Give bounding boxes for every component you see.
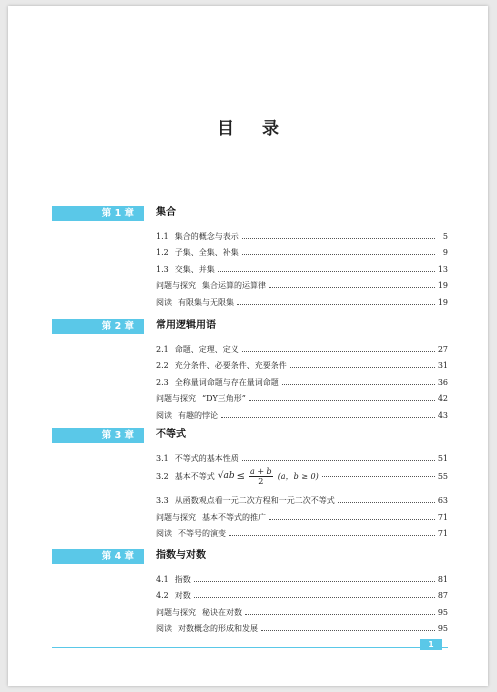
page-ref: 95 [437,607,448,617]
fraction [249,467,273,486]
page-ref: 5 [442,231,448,241]
toc-entry[interactable]: 4.2 对数 87 [156,591,448,600]
chapter-badge: 第 4 章 [52,549,144,564]
toc-entry[interactable]: 3.2 基本不等式 √ab ≤ $\frac{a + b}{2}$ (a，b ≥ 0) 55 [156,467,448,486]
leader-dots [229,535,435,536]
fraction-numerator: a + b [250,467,272,476]
page-ref: 71 [437,512,448,522]
chapter-title[interactable]: 指数与对数 [156,550,206,561]
chapter-1 [52,203,448,308]
toc-entry[interactable]: 阅读 有趣的悖论 43 [156,410,448,420]
toc-entry[interactable]: 4.1 指数 81 [156,574,448,584]
toc-entry[interactable]: 问题与探究 秘诀在对数 95 [156,607,448,617]
leader-dots [218,271,435,272]
toc-entry[interactable]: 2.2 充分条件、必要条件、充要条件 31 [156,361,448,370]
chapter-4 [52,546,448,634]
chapter-3 [52,425,448,539]
toc-entry[interactable]: 问题与探究 “DY三角形” 42 [156,394,448,403]
page-number: 1 [420,639,442,650]
page-ref: 81 [437,574,448,584]
leader-dots [322,476,435,477]
leader-dots [237,304,435,305]
toc-entry[interactable]: 问题与探究 基本不等式的推广 71 [156,512,448,522]
toc-entry[interactable]: 阅读 对数概念的形成和发展 95 [156,624,448,633]
chapter-title[interactable]: 不等式 [156,429,186,440]
toc-entry[interactable]: 阅读 不等号的演变 71 [156,529,448,538]
footer-rule [52,647,448,648]
leader-dots [261,630,435,631]
chapter-title[interactable]: 集合 [156,207,176,218]
leader-dots [242,460,435,461]
sqrt-ab: √ab [217,471,235,481]
page-ref: 55 [437,472,448,481]
toc-entry[interactable]: 3.1 不等式的基本性质 51 [156,453,448,463]
page-ref: 19 [437,297,448,307]
condition: (a，b ≥ 0) [277,472,319,481]
leader-dots [242,238,435,239]
toc-entry[interactable]: 1.2 子集、全集、补集 9 [156,248,448,257]
chapter-badge: 第 1 章 [52,206,144,221]
leader-dots [282,384,435,385]
document-page [8,6,488,686]
page-ref: 87 [437,591,448,600]
toc-entry[interactable]: 阅读 有限集与无限集 19 [156,297,448,307]
toc-entry[interactable]: 2.3 全称量词命题与存在量词命题 36 [156,377,448,387]
toc-entry[interactable]: 3.3 从函数观点看一元二次方程和一元二次不等式 63 [156,496,448,505]
leader-dots [221,417,435,418]
leader-dots [269,287,435,288]
page-ref: 36 [437,377,448,387]
toc-entry[interactable]: 2.1 命题、定理、定义 27 [156,344,448,354]
page-ref: 63 [437,496,448,505]
toc-title-char-2: 录 [262,119,279,139]
leader-dots [242,351,435,352]
toc-title-char-1: 目 [217,119,234,139]
toc-entry[interactable]: 问题与探究 集合运算的运算律 19 [156,281,448,290]
leader-dots [194,581,435,582]
page-ref: 9 [442,248,448,257]
page-ref: 19 [437,281,448,290]
toc-title [8,114,488,139]
page-ref: 13 [437,264,448,274]
chapter-badge: 第 3 章 [52,428,144,443]
leader-dots [242,254,435,255]
toc-entry[interactable]: 1.1 集合的概念与表示 5 [156,231,448,241]
chapter-badge: 第 2 章 [52,319,144,334]
leader-dots [290,367,435,368]
leader-dots [338,502,435,503]
page-ref: 71 [437,529,448,538]
leader-dots [245,614,435,615]
leader-dots [249,400,435,401]
chapter-title[interactable]: 常用逻辑用语 [156,320,216,331]
leader-dots [269,519,435,520]
toc-entry[interactable]: 1.3 交集、并集 13 [156,264,448,274]
fraction-denominator: 2 [258,477,264,486]
leader-dots [194,597,435,598]
page-ref: 42 [437,394,448,403]
chapter-2 [52,316,448,421]
page-ref: 43 [437,410,448,420]
leq-sign: ≤ [236,471,245,482]
page-ref: 95 [437,624,448,633]
page-ref: 51 [437,453,448,463]
page-ref: 27 [437,344,448,354]
page-ref: 31 [437,361,448,370]
